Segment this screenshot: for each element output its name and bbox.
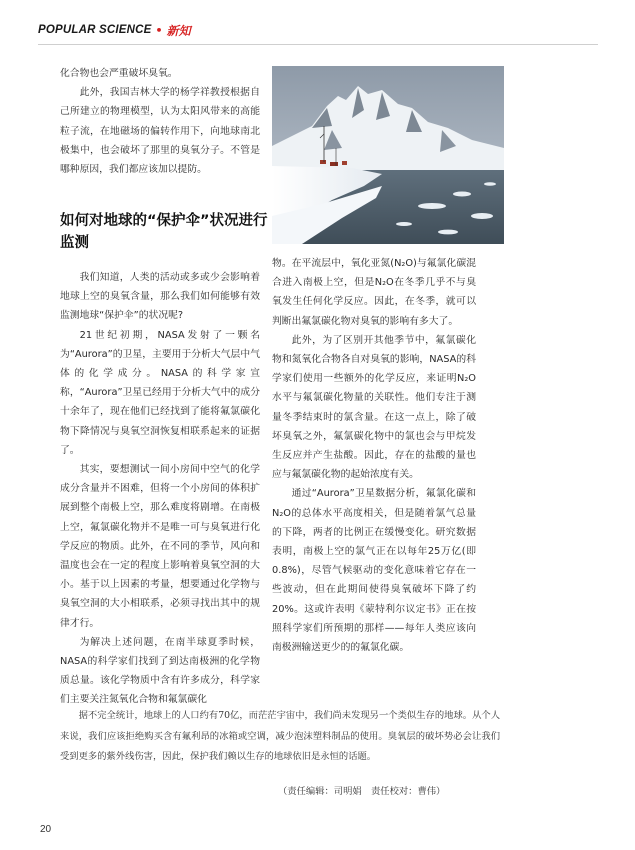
header-divider <box>38 44 598 45</box>
magazine-header <box>38 21 191 39</box>
magazine-brand: POPULAR SCIENCE <box>38 24 152 36</box>
paragraph: 化合物也会严重破坏臭氧。 <box>60 68 178 79</box>
left-column-top <box>60 64 260 179</box>
closing-paragraph: 据不完全统计，地球上的人口约有70亿，而茫茫宇宙中，我们尚未发现另一个类似生存的地球。从个人来说，我们应该拒绝购买含有氟利昂的冰箱或空调，减少泡沫塑料制品的使用。臭氧层的破坏势必会让我们受到更多的紫外线伤害，因此，保护我们赖以生存的地球依旧是永恒的话题。 <box>60 710 500 762</box>
paragraph: 为解决上述问题，在南半球夏季时候，NASA的科学家们找到了到达南极洲的化学物质总量。该化学物质中含有许多成分，科学家们主要关注氮氧化合物和氟氯碳化 <box>60 636 260 706</box>
paragraph: 通过“Aurora”卫星数据分析，氟氯化碳和N₂O的总体水平高度相关，但是随着氯气总量的下降，两者的比例正在缓慢变化。研究数据表明，南极上空的氯气正在以每年25万亿(即0.8%)，尽管气候驱动的变化意味着它存在一些波动，但在此期间使得臭氧破坏下降了约20%。这或许表明《蒙特利尔议定书》正在按照科学家们所预期的那样——每年人类应该向南极洲输送更少的的氟氯化碳。 <box>272 488 476 654</box>
antarctic-landscape-photo <box>272 66 504 244</box>
left-column-bottom <box>60 268 260 710</box>
paragraph: 其实，要想测试一间小房间中空气的化学成分含量并不困难，但将一个小房间的体积扩展到整个南极上空，那么难度将剧增。在南极上空，氟氯碳化物并不是唯一可与臭氧进行化学反应的物质。此外，在不同的季节，风向和温度也会在一定的程度上影响着臭氧空洞的大小。基于以上因素的考量，想要通过化学物与臭氧空洞的大小相联系，必须寻找出其中的规律才行。 <box>60 464 260 629</box>
paragraph: 此外，我国吉林大学的杨学祥教授根据自己所建立的物理模型，认为太阳风带来的高能粒子流，在地磁场的偏转作用下，向地球南北极集中，也会破坏了那里的臭氧分子。不管是哪种原因，我们都应该加以提防。 <box>60 87 260 176</box>
paragraph: 我们知道，人类的活动或多或少会影响着地球上空的臭氧含量，那么我们如何能够有效监测地球“保护伞”的状况呢? <box>60 272 260 322</box>
closing-note <box>60 706 500 768</box>
page-number: 20 <box>40 824 52 835</box>
editor-credits: （责任编辑：司明娟 责任校对：曹伟） <box>278 786 446 797</box>
section-name: 新知 <box>166 23 191 38</box>
paragraph: 21世纪初期，NASA发射了一颗名为“Aurora”的卫星，主要用于分析大气层中气体的化学成分。NASA的科学家宣称，“Aurora”卫星已经用于分析大气中的成分十余年了，现在他们已经找到了能将氟氯碳化物下降情况与臭氧空洞恢复相联系起来的证据了。 <box>60 329 260 456</box>
section-heading: 如何对地球的“保护伞”状况进行监测 <box>60 213 268 251</box>
paragraph: 物。在平流层中，氧化亚氮(N₂O)与氟氯化碳混合进入南极上空，但是N₂O在冬季几乎不与臭氧发生任何化学反应。因此，在冬季，就可以判断出氟氯碳化物对臭氧的影响有多大了。 <box>272 258 476 327</box>
paragraph: 此外，为了区别开其他季节中，氟氯碳化物和氮氧化合物各自对臭氧的影响，NASA的科学家们使用一些额外的化学反应，来证明N₂O水平与氟氯碳化物量的关联性。他们专注于测量冬季结束时的氯含量。在这一点上，除了破坏臭氧之外，氟氯碳化物中的氯也会与甲烷发生反应并产生盐酸。因此，存在的盐酸的量也应与氟氯碳化物的起始浓度有关。 <box>272 334 476 481</box>
header-dot: • <box>155 23 163 37</box>
right-column <box>272 254 476 657</box>
